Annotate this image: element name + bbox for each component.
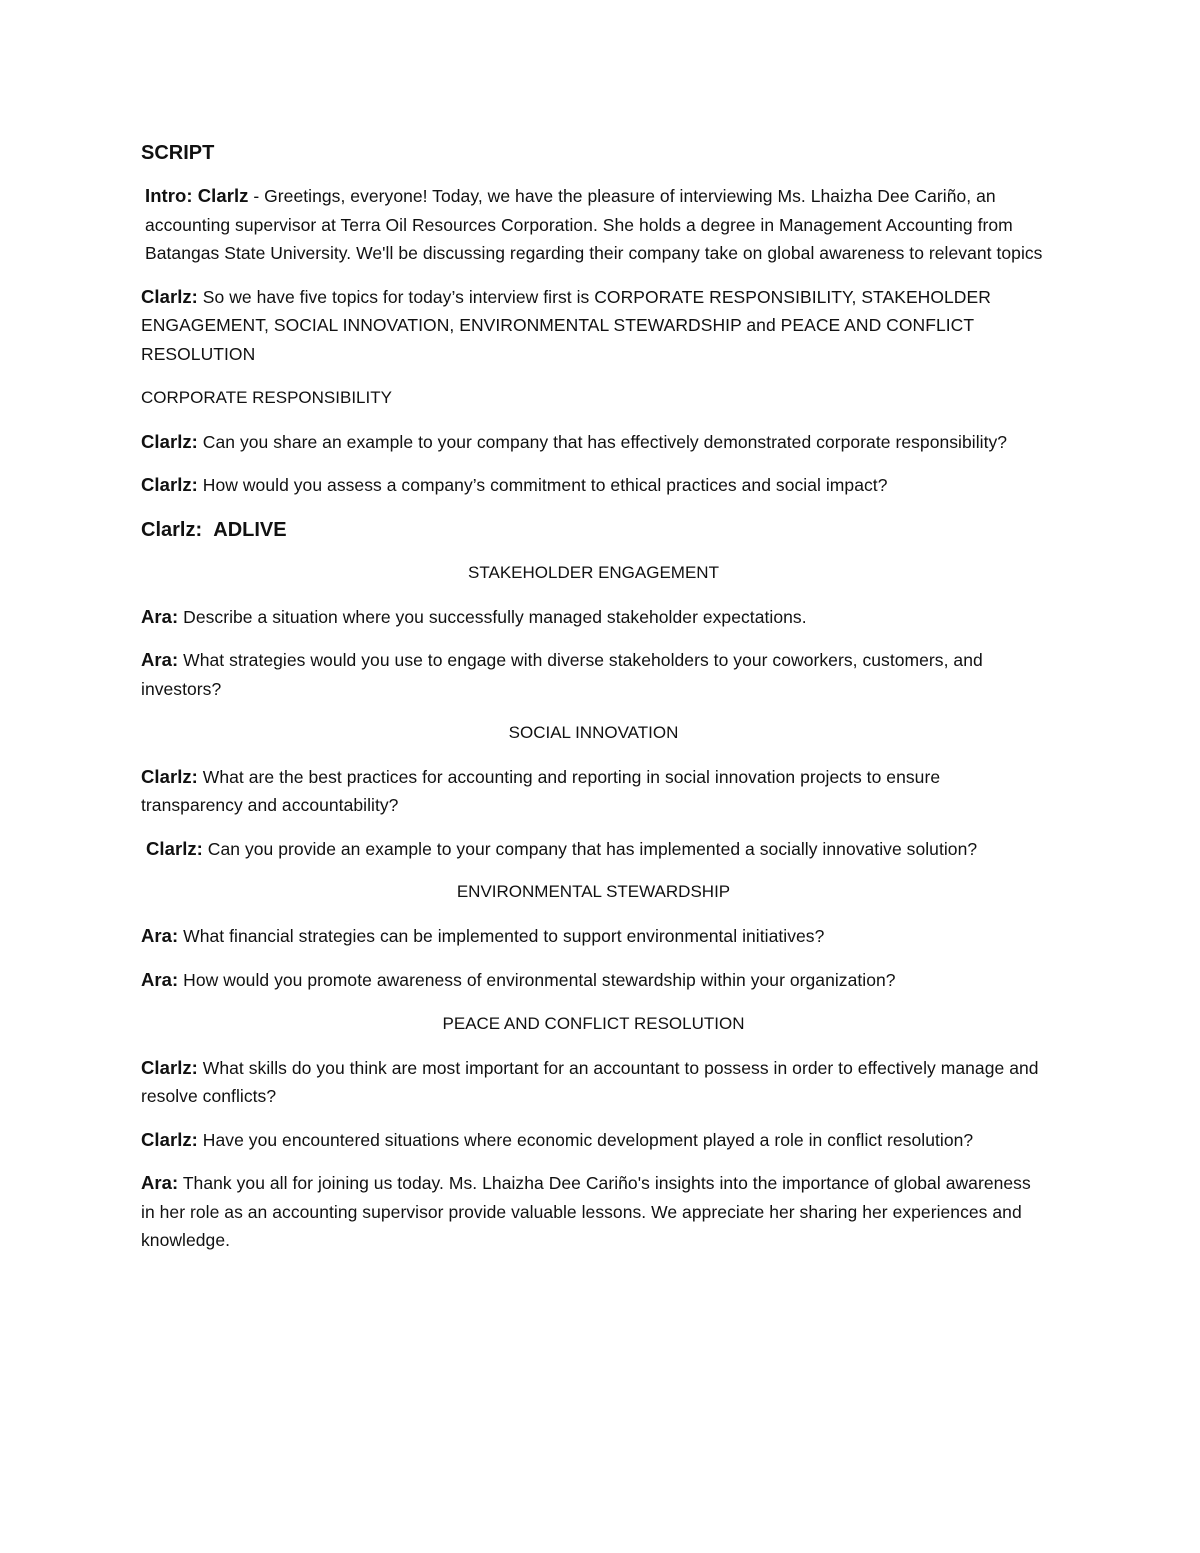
question-paragraph (141, 646, 1046, 703)
question-text: Describe a situation where you successfully managed stakeholder expectations. (178, 606, 807, 627)
question-paragraph (141, 763, 1046, 820)
document-title: SCRIPT (141, 142, 215, 164)
topics-paragraph (141, 283, 1046, 369)
question-text: Can you provide an example to your company that has implemented a socially innovative solution? (202, 838, 978, 859)
speaker-label: Clarlz: (146, 837, 203, 859)
question-text: Have you encountered situations where economic development played a role in conflict resolution? (197, 1129, 974, 1150)
closing-paragraph (141, 1169, 1046, 1255)
question-text: What strategies would you use to engage with diverse stakeholders to your coworkers, customers, and investors? (141, 650, 983, 699)
document-page (141, 138, 1046, 1270)
closing-text: Thank you all for joining us today. Ms. Lhaizha Dee Cariño's insights into the importance of global awareness in her role as an accounting supervisor provide valuable lessons. We appreciate her sharing her experiences and knowledge. (141, 1173, 1031, 1251)
speaker-label: Clarlz: (141, 1128, 198, 1150)
question-paragraph (141, 603, 1046, 632)
question-text: What are the best practices for accounting and reporting in social innovation projects to ensure transparency and accountability? (141, 766, 941, 816)
speaker-label: Ara: (141, 605, 179, 627)
intro-paragraph (141, 182, 1046, 268)
topics-text: So we have five topics for today’s interview first is CORPORATE RESPONSIBILITY, STAKEHOLDER ENGAGEMENT, SOCIAL INNOVATION, ENVIRONMENTAL STEWARDSHIP and PEACE AND CONFLICT RESOLUTION (141, 286, 991, 364)
section-heading-stakeholder-engagement: STAKEHOLDER ENGAGEMENT (468, 562, 719, 582)
intro-text: - Greetings, everyone! Today, we have the pleasure of interviewing Ms. Lhaizha Dee Cariño, an accounting supervisor at Terra Oil Resources Corporation. She holds a degree in Management Accounting from Batangas State University. We'll be discussing regarding their company take on global awareness to relevant topics (145, 186, 1043, 264)
speaker-label: Intro: Clarlz (145, 185, 249, 206)
question-text: Can you share an example to your company that has effectively demonstrated corporate responsibility? (197, 431, 1008, 452)
section-heading-corporate-responsibility: CORPORATE RESPONSIBILITY (141, 387, 392, 407)
question-paragraph (141, 1054, 1046, 1111)
speaker-label: Clarlz: (141, 474, 198, 496)
speaker-label: Clarlz: (141, 285, 198, 307)
speaker-label: Clarlz: (141, 765, 198, 787)
question-text: How would you assess a company’s commitment to ethical practices and social impact? (197, 475, 888, 496)
question-text: How would you promote awareness of environmental stewardship within your organization? (178, 969, 896, 990)
question-paragraph (141, 835, 1046, 864)
speaker-label: Clarlz: (141, 518, 203, 541)
question-text: What financial strategies can be implemented to support environmental initiatives? (178, 926, 825, 947)
question-paragraph (141, 922, 1046, 951)
speaker-label: Ara: (141, 649, 179, 671)
adlive-text: ADLIVE (213, 518, 287, 541)
section-heading-peace-and-conflict-resolution: PEACE AND CONFLICT RESOLUTION (442, 1013, 745, 1033)
speaker-label: Clarlz: (141, 1056, 198, 1078)
speaker-label: Ara: (141, 968, 179, 990)
question-paragraph (141, 428, 1046, 457)
section-heading-environmental-stewardship: ENVIRONMENTAL STEWARDSHIP (456, 882, 731, 902)
question-paragraph (141, 966, 1046, 995)
speaker-label: Ara: (141, 1172, 179, 1194)
section-heading-social-innovation: SOCIAL INNOVATION (508, 722, 679, 742)
question-text: What skills do you think are most important for an accountant to possess in order to effectively manage and resolve conflicts? (141, 1057, 1039, 1107)
speaker-label: Clarlz: (141, 430, 198, 452)
question-paragraph (141, 1126, 1046, 1155)
question-paragraph (141, 471, 1046, 500)
adlive-line (141, 515, 1046, 545)
speaker-label: Ara: (141, 925, 179, 947)
